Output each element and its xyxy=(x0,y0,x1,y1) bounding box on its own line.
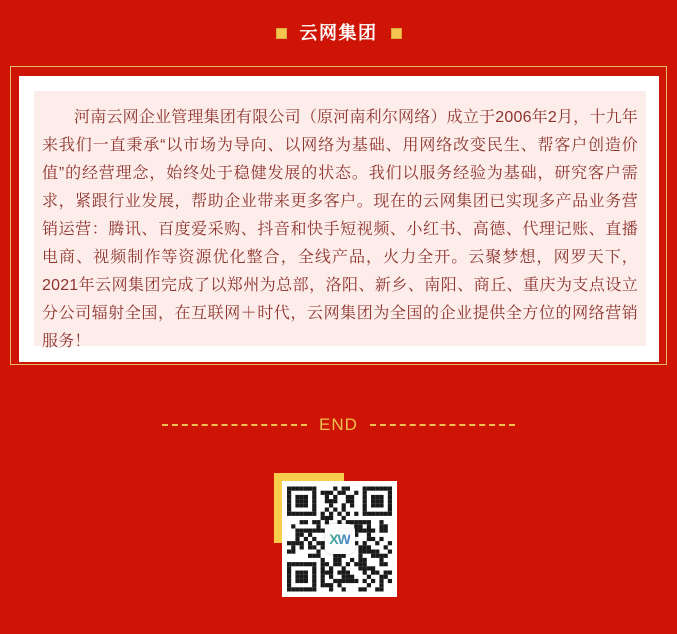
end-dash-left xyxy=(162,424,307,426)
end-label: END xyxy=(319,415,358,434)
intro-panel xyxy=(34,91,646,350)
end-dash-right xyxy=(370,424,515,426)
qr-code[interactable] xyxy=(282,481,397,597)
qr-logo-text: XW xyxy=(329,531,350,547)
qr-section xyxy=(274,473,398,598)
page-title: 云网集团 xyxy=(299,23,378,43)
company-intro-paragraph: 河南云网企业管理集团有限公司（原河南利尔网络）成立于2006年2月，十九年来我们一直秉承“以市场为导向、以网络为基础、用网络改变民生、帮客户创造价值”的经营理念，始终处于稳健发展的状态。我们以服务经验为基础，研究客户需求，紧跟行业发展，帮助企业带来更多客户。现在的云网集团已实现多产品业务营销运营：腾讯、百度爱采购、抖音和快手短视频、小红书、高德、代理记账、直播电商、视频制作等资源优化整合，全线产品，火力全开。云聚梦想，网罗天下，2021年云网集团完成了以郑州为总部，洛阳、新乡、南阳、商丘、重庆为支点设立分公司辐射全国，在互联网＋时代，云网集团为全国的企业提供全方位的网络营销服务！ xyxy=(42,109,638,350)
header xyxy=(0,24,677,42)
content-card xyxy=(19,76,659,362)
end-divider xyxy=(0,416,677,433)
qr-center-logo xyxy=(325,524,355,554)
title-square-right-icon xyxy=(391,28,402,39)
title-square-left-icon xyxy=(276,28,287,39)
content-frame xyxy=(10,66,667,365)
